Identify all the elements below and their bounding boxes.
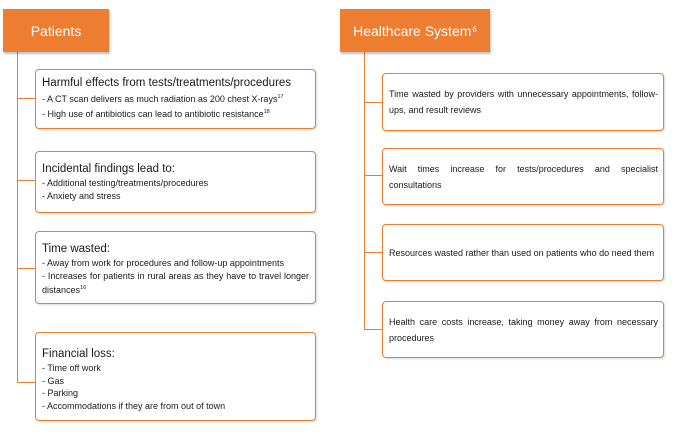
patients-box-time-wasted [35,231,316,304]
patients-box-incidental-findings [35,151,316,213]
box-title: Harmful effects from tests/treatments/procedures [42,77,292,89]
patients-branch-4 [17,382,35,383]
healthcare-header-ref: 6 [472,25,477,34]
box-text: Time wasted by providers with unnecessary appointments, follow-ups, and result reviews [389,89,658,115]
list-item: - Additional testing/treatments/procedures [42,178,209,188]
patients-header [3,9,109,52]
list-item: - Accommodations if they are from out of town [42,400,226,411]
box-title: Financial loss: [42,348,115,360]
list-item: - Anxiety and stress [42,190,121,201]
healthcare-box-wait-times [382,148,664,205]
list-item: - Parking [42,388,79,398]
box-text: Resources wasted rather than used on patients who do need them [389,247,655,258]
patients-trunk-line [17,52,18,382]
patients-branch-3 [17,268,35,269]
patients-branch-1 [17,98,35,99]
healthcare-branch-4 [364,329,382,330]
box-text: Wait times increase for tests/procedures and specialist consultations [389,163,658,190]
healthcare-trunk-line [364,52,365,329]
box-title: Time wasted: [42,243,110,255]
healthcare-box-costs-increase [382,301,664,358]
box-title: Incidental findings lead to: [42,163,175,175]
patients-box-financial-loss [35,332,316,421]
list-item: - Time off work [42,363,101,373]
list-item: - A CT scan delivers as much radiation as 200 chest X-rays$^{17}$ [42,94,284,104]
healthcare-branch-3 [364,252,382,253]
healthcare-box-provider-time [382,73,664,131]
healthcare-header [340,9,490,52]
list-item: - Gas [42,375,65,386]
list-item: - Away from work for procedures and follow-up appointments [42,258,284,268]
patients-box-harmful-effects [35,69,316,129]
healthcare-branch-2 [364,175,382,176]
patients-branch-2 [17,180,35,181]
healthcare-header-label: Healthcare System [353,22,472,39]
healthcare-box-resources-wasted [382,224,664,281]
box-text: Health care costs increase, taking money away from necessary procedures [389,316,658,343]
patients-header-label: Patients [30,22,82,39]
healthcare-branch-1 [364,102,382,103]
list-item: - Increases for patients in rural areas as they have to travel longer distances$^{16}$ [42,270,309,295]
list-item: - High use of antibiotics can lead to antibiotic resistance$^{18}$ [42,108,270,119]
